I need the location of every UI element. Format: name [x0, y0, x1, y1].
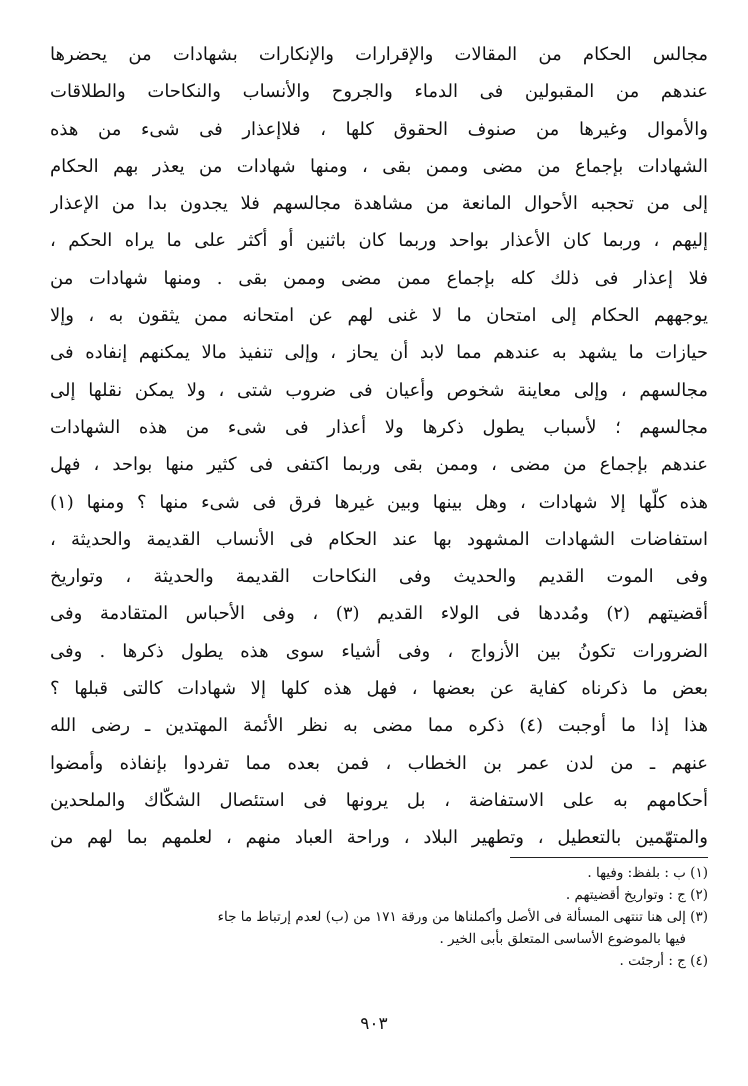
- footnote-3-continuation: فيها بالموضوع الأساسى المتعلق بأبى الخير .: [439, 931, 686, 947]
- text-line: بعض ما ذكرناه كفاية عن بعضها ، فهل هذه كلها إلا شهادات كالتى قبلها ؟: [50, 678, 708, 700]
- body-text: [50, 36, 708, 857]
- text-line: الضرورات تكونُ بين الأزواج ، وفى أشياء سوى هذه يطول ذكرها . وفى: [50, 640, 708, 662]
- text-line: هذا إذا ما أوجبت (٤) ذكره مما مضى به نظر الأئمة المهتدين ـ رضى الله: [50, 715, 708, 737]
- footnote-1: (١) ب : بلفظ: وفيها .: [587, 865, 708, 881]
- text-line: عندهم بإجماع من مضى ، وممن بقى وربما اكتفى فى كثير منها بواحد ، فهل: [50, 454, 708, 476]
- footnote-separator: [510, 857, 708, 858]
- text-line: أقضيتهم (٢) ومُددها فى الولاء القديم (٣) ، وفى الأحباس المتقادمة وفى: [50, 603, 708, 625]
- text-line: وفى الموت القديم والحديث وفى النكاحات القديمة والحديثة ، وتواريخ: [50, 566, 708, 588]
- footnote-3: (٣) إلى هنا تنتهى المسألة فى الأصل وأكملناها من ورقة ١٧١ من (ب) لعدم إرتباط ما جاء: [217, 909, 708, 925]
- footnote-2: (٢) ج : وتواريخ أقضيتهم .: [565, 887, 708, 903]
- text-line: مجالسهم ، وإلى معاينة شخوص وأعيان فى ضروب شتى ، ولا يمكن نقلها إلى: [50, 379, 708, 401]
- text-line: الشهادات بإجماع من مضى وممن بقى ، ومنها شهادات من يعذر بهم الحكام: [50, 155, 708, 177]
- text-line: أحكامهم به على الاستفاضة ، بل يرونها فى استئصال الشكّاك والملحدين: [50, 789, 708, 811]
- text-line: فلا إعذار فى ذلك كله بإجماع ممن مضى وممن بقى . ومنها شهادات من: [50, 267, 708, 289]
- text-line: استفاضات الشهادات المشهود بها عند الحكام فى الأنساب القديمة والحديثة ،: [50, 528, 708, 550]
- text-line: عندهم من المقبولين فى الدماء والجروح والأنساب والنكاحات والطلاقات: [50, 81, 708, 103]
- text-line: مجالسهم ؛ لأسباب يطول ذكرها ولا أعذار فى شىء من هذه الشهادات: [50, 416, 708, 438]
- text-line: عنهم ـ من لدن عمر بن الخطاب ، فمن بعده مما تفردوا بإنفاذه وأمضوا: [50, 752, 708, 774]
- page-number: ٩٠٣: [360, 1014, 388, 1034]
- text-line: مجالس الحكام من المقالات والإقرارات والإنكارات بشهادات من يحضرها: [50, 44, 708, 65]
- text-line: والمتهّمين بالتعطيل ، وتطهير البلاد ، وراحة العباد منهم ، لعلمهم بما لهم من: [50, 827, 708, 849]
- text-line: إلى من تحجبه الأحوال المانعة من مشاهدة مجالسهم فلا يجدون بدا من الإعذار: [50, 193, 708, 215]
- text-line: والأموال وغيرها من صنوف الحقوق كلها ، فلاإعذار فى شىء من هذه: [50, 118, 708, 140]
- footnotes: [160, 862, 708, 972]
- text-line: حيازات ما يشهد به عندهم مما لابد أن يحاز ، وإلى تنفيذ مالا يمكنهم إنفاده فى: [50, 342, 708, 364]
- footnote-4: (٤) ج : أرجئت .: [619, 953, 708, 969]
- text-line: إليهم ، وربما كان الأعذار بواحد وربما كان باثنين أو أكثر على ما يراه الحكم ،: [50, 230, 708, 252]
- text-line: يوجههم الحكام إلى امتحان ما لا غنى لهم عن امتحانه ممن يثقون به ، وإلا: [50, 305, 708, 327]
- text-line: هذه كلّها إلا شهادات ، وهل بينها وبين غيرها فرق فى شىء منها ؟ ومنها (١): [50, 491, 708, 513]
